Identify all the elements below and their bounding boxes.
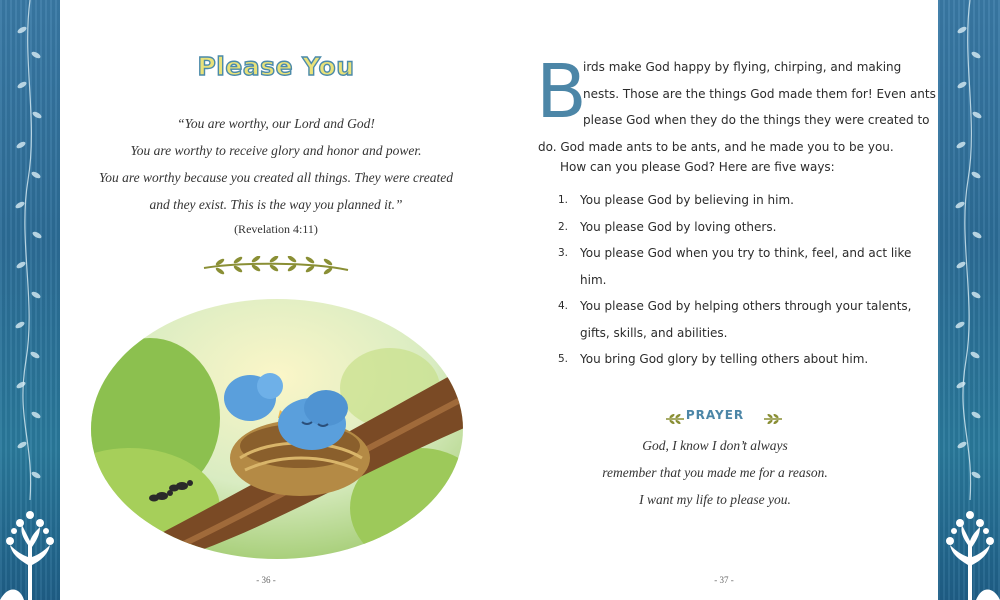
page-title: Please You [197, 52, 355, 81]
white-tree-icon [938, 505, 1000, 600]
list-number: 5. [558, 353, 569, 365]
list-text: You please God when you try to think, feel, and act like him. [580, 246, 912, 287]
list-number: 4. [558, 300, 569, 312]
verse-line: You are worthy to receive glory and honor and power. [130, 143, 422, 158]
verse-line: You are worthy because you created all things. They were created [98, 170, 454, 185]
prayer-line: I want my life to please you. [639, 492, 791, 507]
intro-line: do. God made ants to be ants, and he made you to be you. [538, 139, 894, 154]
list-text: You please God by loving others. [580, 219, 777, 234]
bird-nest-illustration [90, 298, 464, 560]
list-number: 2. [558, 220, 569, 233]
list-item [558, 293, 918, 346]
question-text: How can you please God? Here are five ways: [560, 160, 835, 174]
verse-line: “You are worthy, our Lord and God! [177, 116, 375, 131]
prayer-line: remember that you made me for a reason. [602, 465, 828, 480]
list-text: gifts, skills, and abilities. [580, 325, 728, 340]
page-number: - 37 - [714, 575, 734, 585]
intro-line: irds make God happy by flying, chirping, and making [583, 60, 902, 74]
scripture-verse [60, 110, 492, 218]
verse-line: and they exist. This is the way you planned it.” [149, 197, 403, 212]
verse-reference: (Revelation 4:11) [234, 222, 318, 236]
list-item [558, 346, 918, 373]
list-number: 3. [558, 247, 569, 259]
list-text: You please God by believing in him. [580, 193, 794, 207]
drop-cap: B [536, 49, 587, 135]
list-item [558, 187, 918, 214]
prayer-line: God, I know I don’t always [642, 438, 788, 453]
list-text: You please God by helping others through your talents, [580, 299, 912, 313]
list-item [558, 240, 918, 293]
intro-paragraph [536, 49, 936, 160]
list-item [558, 214, 918, 241]
ways-list [558, 187, 918, 373]
left-decorative-border [0, 0, 60, 600]
right-decorative-border [938, 0, 1000, 600]
list-number: 1. [558, 194, 569, 206]
intro-line: please God when they do the things they were created to [583, 113, 930, 127]
prayer-heading: PRAYER [685, 408, 745, 422]
intro-line: nests. Those are the things God made them for! Even ants [583, 86, 936, 101]
list-text: You bring God glory by telling others about him. [580, 352, 869, 366]
laurel-sprig-icon [200, 256, 352, 278]
white-tree-icon [0, 505, 60, 600]
prayer-text [560, 432, 870, 513]
left-page [60, 0, 500, 600]
right-page [500, 0, 938, 600]
page-number: - 36 - [256, 575, 276, 585]
